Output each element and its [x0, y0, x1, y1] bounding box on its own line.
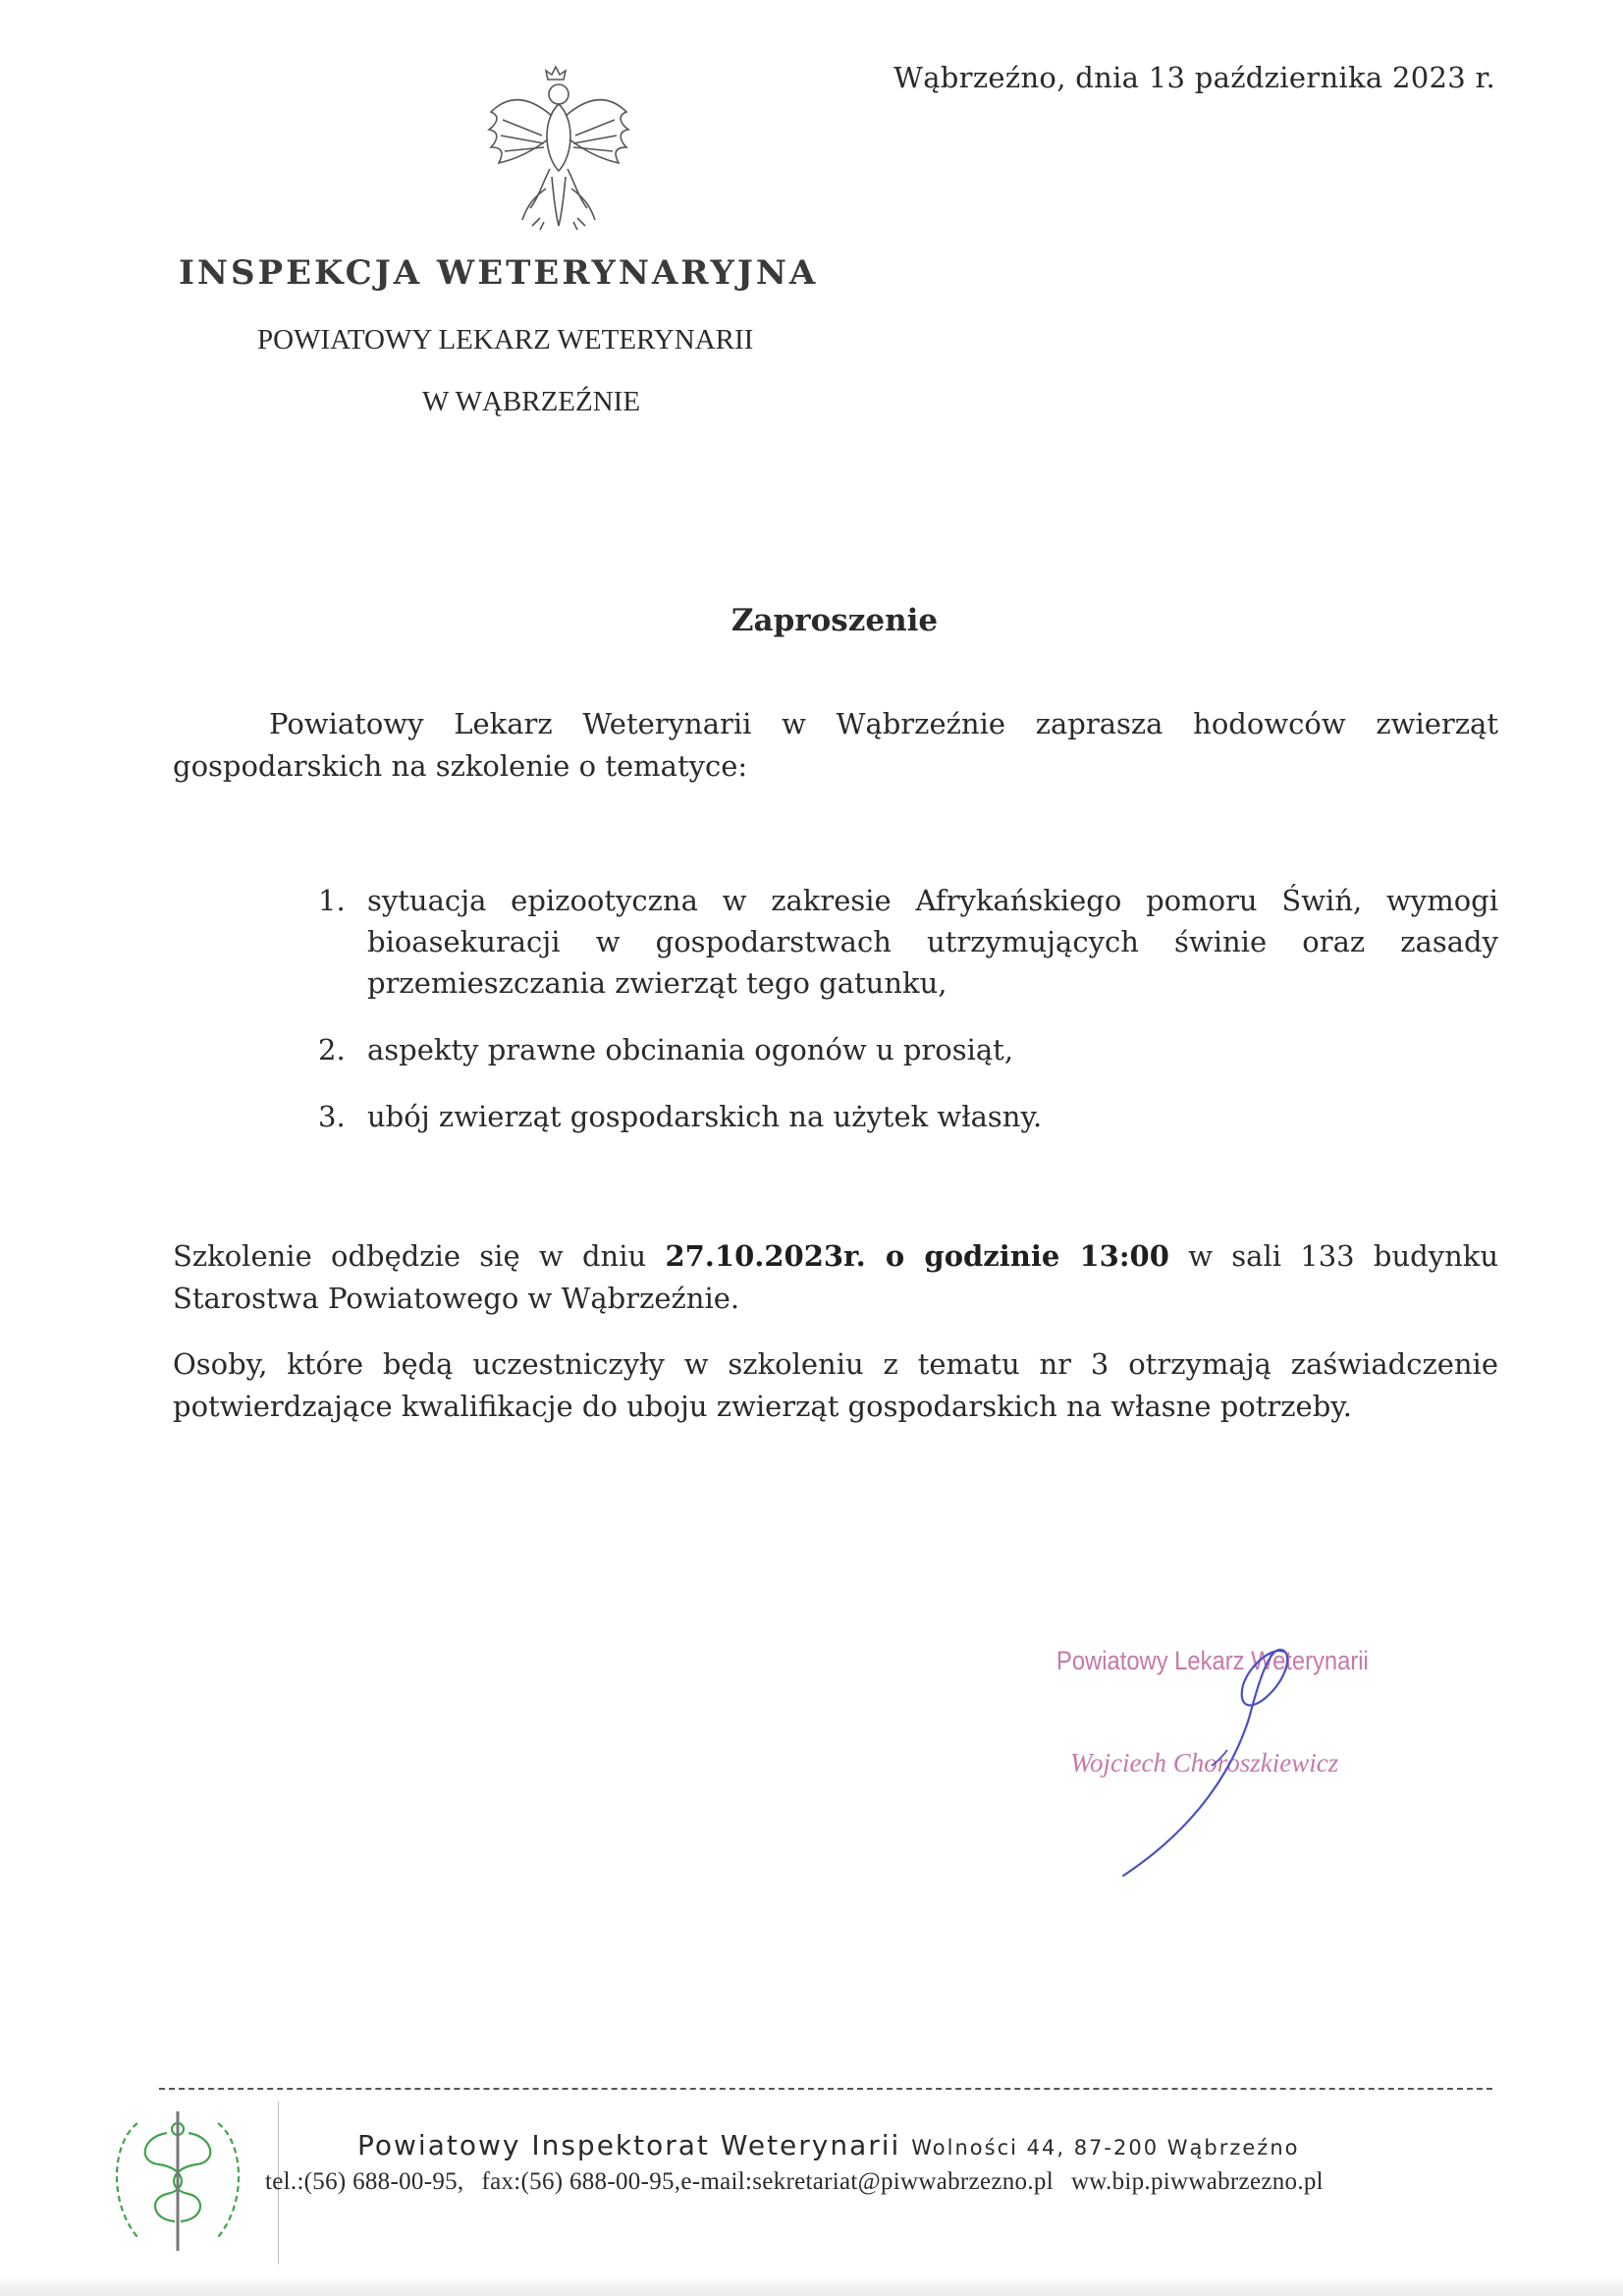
schedule-time-label: o godzinie — [865, 1239, 1080, 1273]
handwritten-signature-icon — [1080, 1630, 1394, 1886]
document-title: Zaproszenie — [730, 603, 939, 638]
list-item-text: ubój zwierząt gospodarskich na użytek własny. — [367, 1100, 1043, 1133]
list-item-number: 3. — [318, 1100, 346, 1133]
certificate-paragraph: Osoby, które będą uczestniczyły w szkoleniu z tematu nr 3 otrzymają zaświadczenie potwierdzające kwalifikacje do uboju zwierząt gospodarskich na własne potrzeby. — [173, 1347, 1498, 1423]
list-item — [318, 1096, 1498, 1137]
training-time: 13:00 — [1079, 1239, 1169, 1273]
footer-phone: tel.:(56) 688-00-95, — [265, 2168, 464, 2195]
footer-institution: Powiatowy Inspektorat Weterynarii — [357, 2129, 901, 2161]
schedule-text: Szkolenie odbędzie się w dniu — [173, 1239, 666, 1273]
footer-divider — [159, 2088, 1492, 2090]
footer-contact-line — [265, 2168, 1324, 2196]
organization-name: INSPEKCJA WETERYNARYJNA — [179, 253, 819, 293]
caduceus-wreath-logo-icon — [98, 2104, 257, 2259]
topic-list — [318, 880, 1498, 1163]
list-item-number: 1. — [318, 884, 346, 917]
training-date: 27.10.2023r. — [665, 1239, 866, 1273]
footer-institution-line — [357, 2129, 1299, 2161]
stamp-name: Wojciech Choroszkiewicz — [1070, 1748, 1339, 1777]
stamp-title: Powiatowy Lekarz Weterynarii — [1056, 1646, 1369, 1675]
organization-location: W WĄBRZEŹNIE — [422, 386, 641, 417]
date-line: Wąbrzeźno, dnia 13 października 2023 r. — [893, 61, 1495, 94]
intro-paragraph: Powiatowy Lekarz Weterynarii w Wąbrzeźnie zaprasza hodowców zwierząt gospodarskich na szkolenie o tematyce: — [173, 707, 1498, 783]
organization-subtitle: POWIATOWY LEKARZ WETERYNARII — [257, 324, 754, 355]
list-item-number: 2. — [318, 1033, 346, 1066]
footer-email-link[interactable]: fax:(56) 688-00-95,e-mail:sekretariat@piwwabrzezno.pl — [481, 2168, 1054, 2195]
list-item-text: aspekty prawne obcinania ogonów u prosiąt, — [367, 1033, 1014, 1066]
scan-edge — [0, 2276, 1623, 2296]
list-item — [318, 1029, 1498, 1070]
schedule-location: w sali 133 budynku Starostwa Powiatowego w Wąbrzeźnie. — [173, 1239, 1498, 1315]
schedule-paragraph — [173, 1235, 1498, 1320]
list-item-text: sytuacja epizootyczna w zakresie Afrykańskiego pomoru Świń, wymogi bioasekuracji w gospodarstwach utrzymujących świnie oraz zasady przemieszczania zwierząt tego gatunku, — [367, 884, 1498, 1000]
footer-address: Wolności 44, 87-200 Wąbrzeźno — [911, 2136, 1300, 2159]
list-item — [318, 880, 1498, 1004]
white-eagle-emblem-icon — [483, 61, 634, 234]
footer-website-link[interactable]: ww.bip.piwwabrzezno.pl — [1070, 2168, 1324, 2195]
